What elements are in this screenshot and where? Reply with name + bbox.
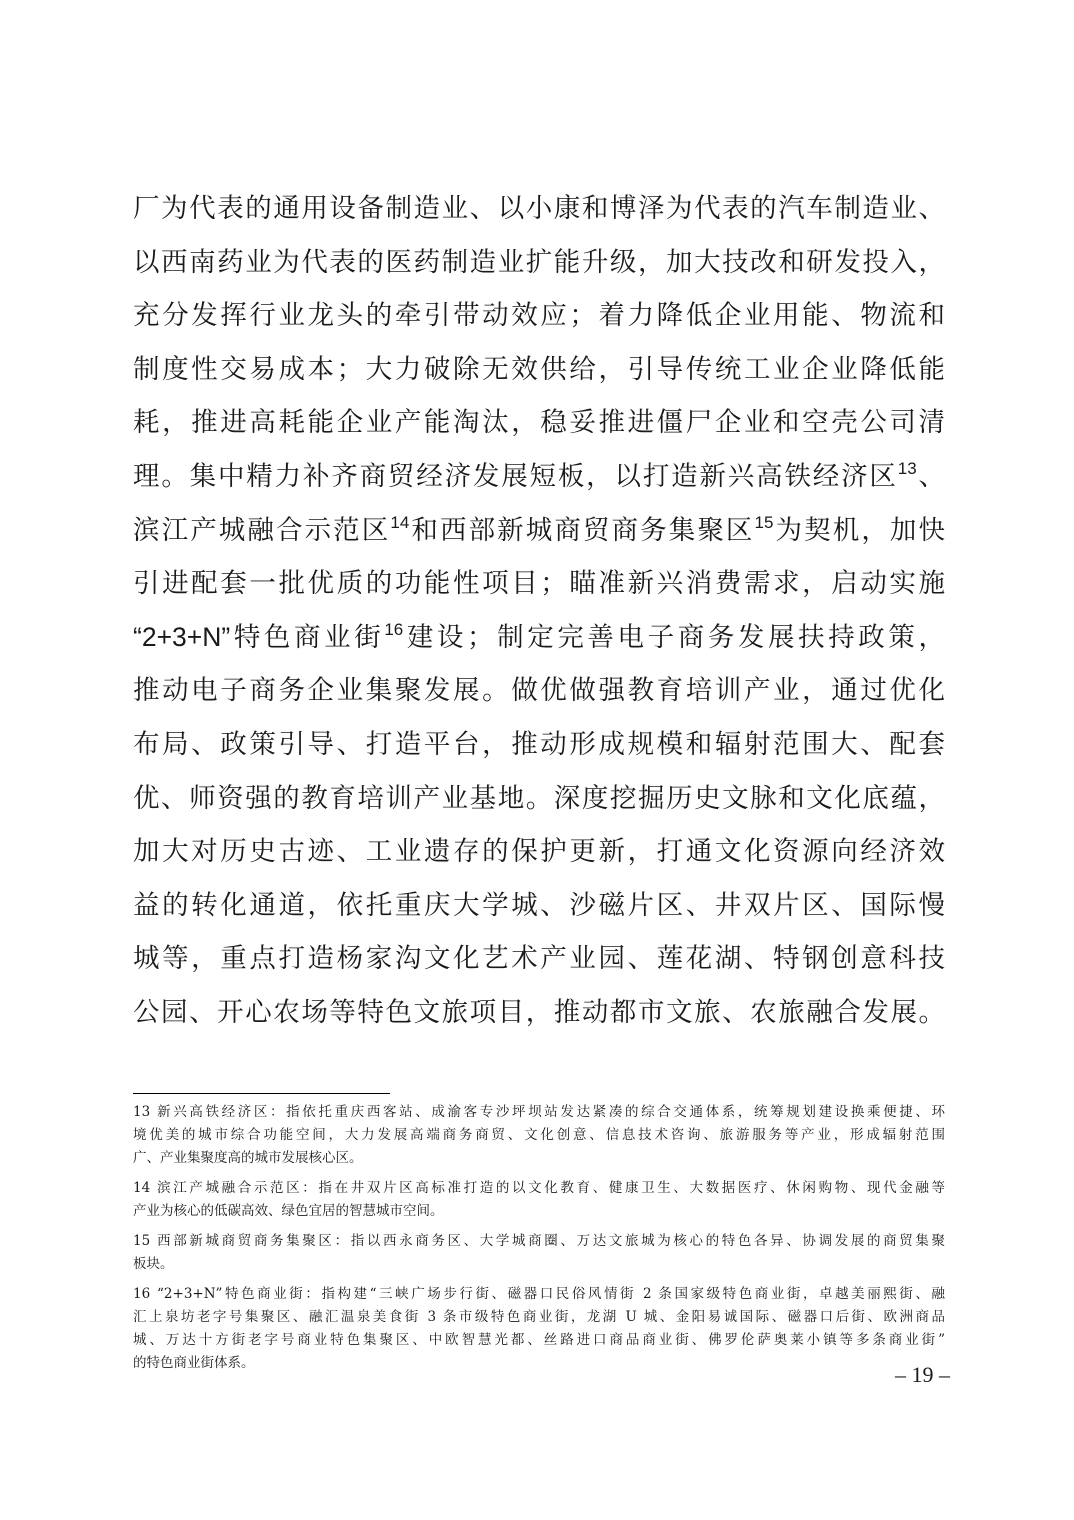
body-text-span: 公园、开心农场等特色文旅项目，推动都市文旅、农旅融合发展。 (133, 996, 945, 1028)
body-text-span: 滨江产城融合示范区 (133, 514, 391, 546)
footnote-line: 15 西部新城商贸商务集聚区：指以西永商务区、大学城商圈、万达文旅城为核心的特色各异、协调发展的商贸集聚 (133, 1233, 945, 1249)
body-line (133, 825, 945, 879)
footnote-line: 13 新兴高铁经济区：指依托重庆西客站、成渝客专沙坪坝站发达紧凑的综合交通体系，统筹规划建设换乘便捷、环 (133, 1104, 945, 1120)
body-text-span: 推动电子商务企业集聚发展。做优做强教育培训产业，通过优化 (133, 675, 945, 707)
body-text-span: 以西南药业为代表的医药制造业扩能升级，加大技改和研发投入， (133, 246, 945, 278)
body-text-span: 益的转化通道，依托重庆大学城、沙磁片区、井双片区、国际慢 (133, 889, 945, 921)
page-number: – 19 – (895, 1362, 950, 1387)
body-text-span: 、 (916, 460, 945, 492)
body-line (133, 932, 945, 986)
footnote-line: 城、万达十方街老字号商业特色集聚区、中欧智慧光都、丝路进口商品商业街、佛罗伦萨奥莱小镇等多条商业街” (133, 1332, 945, 1348)
footnote-line: 的特色商业街体系。 (133, 1355, 255, 1371)
body-line (133, 611, 945, 665)
footnote-reference: 16 (384, 619, 404, 639)
footnote (133, 1101, 945, 1170)
footnote-reference: 15 (754, 512, 774, 532)
body-text-span: “2+3+N” (133, 621, 231, 652)
footnote-line: 14 滨江产城融合示范区：指在井双片区高标准打造的以文化教育、健康卫生、大数据医疗、休闲购物、现代金融等 (133, 1180, 945, 1196)
footnote-reference: 13 (897, 458, 917, 478)
body-text-span: 制度性交易成本；大力破除无效供给，引导传统工业企业降低能 (133, 353, 945, 385)
body-line (133, 396, 945, 450)
body-line (133, 557, 945, 611)
footnote-line: 广、产业集聚度高的城市发展核心区。 (133, 1150, 363, 1166)
footnote (133, 1230, 945, 1276)
body-line (133, 664, 945, 718)
body-text-span: 建设；制定完善电子商务发展扶持政策， (403, 621, 945, 653)
footnote-separator (133, 1093, 390, 1094)
footnote-line: 境优美的城市综合功能空间，大力发展高端商务商贸、文化创意、信息技术咨询、旅游服务等产业，形成辐射范围 (133, 1127, 945, 1143)
footnote-line: 产业为核心的低碳高效、绿色宜居的智慧城市空间。 (133, 1203, 444, 1219)
body-text-span: 和西部新城商贸商务集聚区 (409, 514, 755, 546)
body-line (133, 986, 945, 1040)
body-text-span: 厂为代表的通用设备制造业、以小康和博泽为代表的汽车制造业、 (133, 193, 945, 224)
body-line (133, 450, 945, 504)
body-text-span: 城等，重点打造杨家沟文化艺术产业园、莲花湖、特钢创意科技 (133, 943, 945, 975)
body-text-span: 耗，推进高耗能企业产能淘汰，稳妥推进僵尸企业和空壳公司清 (133, 407, 945, 439)
footnote-line: 板块。 (133, 1256, 174, 1272)
body-text-span: 优、师资强的教育培训产业基地。深度挖掘历史文脉和文化底蕴， (133, 782, 945, 814)
footnote-reference: 14 (390, 512, 410, 532)
body-text (133, 182, 945, 1040)
footnote (133, 1283, 945, 1375)
footnote-line: 16 “2+3+N”特色商业街：指构建“三峡广场步行街、磁器口民俗风情街 2 条国家级特色商业街，卓越美丽熙街、融 (133, 1286, 945, 1302)
footnote-line: 汇上泉坊老字号集聚区、融汇温泉美食街 3 条市级特色商业街，龙湖 U 城、金阳易诚国际、磁器口后街、欧洲商品 (133, 1309, 945, 1325)
body-line (133, 879, 945, 933)
body-line (133, 772, 945, 826)
body-text-span: 理。集中精力补齐商贸经济发展短板，以打造新兴高铁经济区 (133, 460, 898, 492)
body-line (133, 289, 945, 343)
body-line (133, 343, 945, 397)
body-text-span: 布局、政策引导、打造平台，推动形成规模和辐射范围大、配套 (133, 728, 945, 760)
body-line (133, 236, 945, 290)
body-text-span: 为契机，加快 (773, 514, 945, 546)
body-line (133, 504, 945, 558)
body-text-span: 加大对历史古迹、工业遗存的保护更新，打通文化资源向经济效 (133, 836, 945, 868)
footnotes (133, 1101, 945, 1382)
footnote (133, 1177, 945, 1223)
body-line (133, 182, 945, 236)
body-text-span: 引进配套一批优质的功能性项目；瞄准新兴消费需求，启动实施 (133, 568, 945, 600)
body-line (133, 718, 945, 772)
body-text-span: 特色商业街 (230, 621, 385, 653)
body-text-span: 充分发挥行业龙头的牵引带动效应；着力降低企业用能、物流和 (133, 300, 945, 332)
